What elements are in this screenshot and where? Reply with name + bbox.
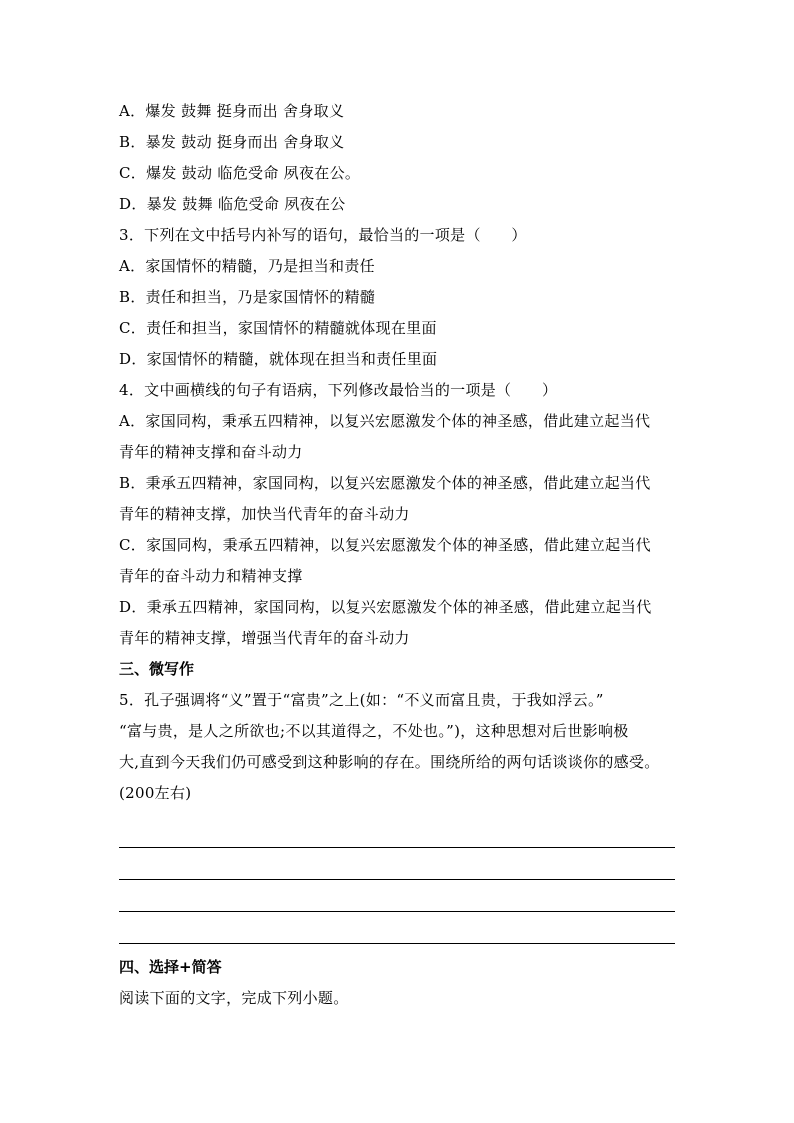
q3-stem: 3．下列在文中括号内补写的语句，最恰当的一项是（ ）: [119, 226, 527, 244]
q2-option-a: A．爆发 鼓舞 挺身而出 舍身取义: [119, 102, 345, 120]
answer-line[interactable]: [119, 912, 675, 944]
exam-page: [119, 96, 675, 1014]
answer-line[interactable]: [119, 880, 675, 912]
q5-line2: “富与贵，是人之所欲也;不以其道得之，不处也。”)，这种思想对后世影响极: [119, 722, 629, 740]
answer-writing-area[interactable]: [119, 819, 675, 944]
q4-option-a-line1: A．家国同构，秉承五四精神，以复兴宏愿激发个体的神圣感，借此建立起当代: [119, 412, 651, 430]
q4-option-d-line1: D．秉承五四精神，家国同构，以复兴宏愿激发个体的神圣感，借此建立起当代: [119, 598, 652, 616]
q5-line4: (200左右): [119, 784, 192, 802]
q4-option-d-line2: 青年的精神支撑，增强当代青年的奋斗动力: [119, 629, 410, 647]
reading-instruction: 阅读下面的文字，完成下列小题。: [119, 989, 349, 1007]
q2-option-d: D．暴发 鼓舞 临危受命 夙夜在公: [119, 195, 346, 213]
q5-line1: 5．孔子强调将“义”置于“富贵”之上(如：“不义而富且贵，于我如浮云。”: [119, 691, 604, 709]
q3-option-a: A．家国情怀的精髓，乃是担当和责任: [119, 257, 375, 275]
q4-option-a-line2: 青年的精神支撑和奋斗动力: [119, 443, 303, 461]
q4-option-c-line1: C．家国同构，秉承五四精神，以复兴宏愿激发个体的神圣感，借此建立起当代: [119, 536, 651, 554]
q2-option-c: C．爆发 鼓动 临危受命 夙夜在公。: [119, 164, 361, 182]
q3-option-d: D．家国情怀的精髓，就体现在担当和责任里面: [119, 350, 438, 368]
q4-option-c-line2: 青年的奋斗动力和精神支撑: [119, 567, 303, 585]
section-heading-micro-writing: 三、微写作: [119, 660, 195, 678]
q5-line3: 大,直到今天我们仍可感受到这种影响的存在。围绕所给的两句话谈谈你的感受。: [119, 753, 660, 771]
q3-option-c: C．责任和担当，家国情怀的精髓就体现在里面: [119, 319, 437, 337]
q2-option-b: B．暴发 鼓动 挺身而出 舍身取义: [119, 133, 345, 151]
section-heading-choice-short-answer: 四、选择+简答: [119, 958, 222, 976]
q3-option-b: B．责任和担当，乃是家国情怀的精髓: [119, 288, 376, 306]
q4-option-b-line2: 青年的精神支撑，加快当代青年的奋斗动力: [119, 505, 410, 523]
answer-line[interactable]: [119, 819, 675, 848]
answer-line[interactable]: [119, 848, 675, 880]
q4-stem: 4．文中画横线的句子有语病，下列修改最恰当的一项是（ ）: [119, 381, 558, 399]
q4-option-b-line1: B．秉承五四精神，家国同构，以复兴宏愿激发个体的神圣感，借此建立起当代: [119, 474, 651, 492]
